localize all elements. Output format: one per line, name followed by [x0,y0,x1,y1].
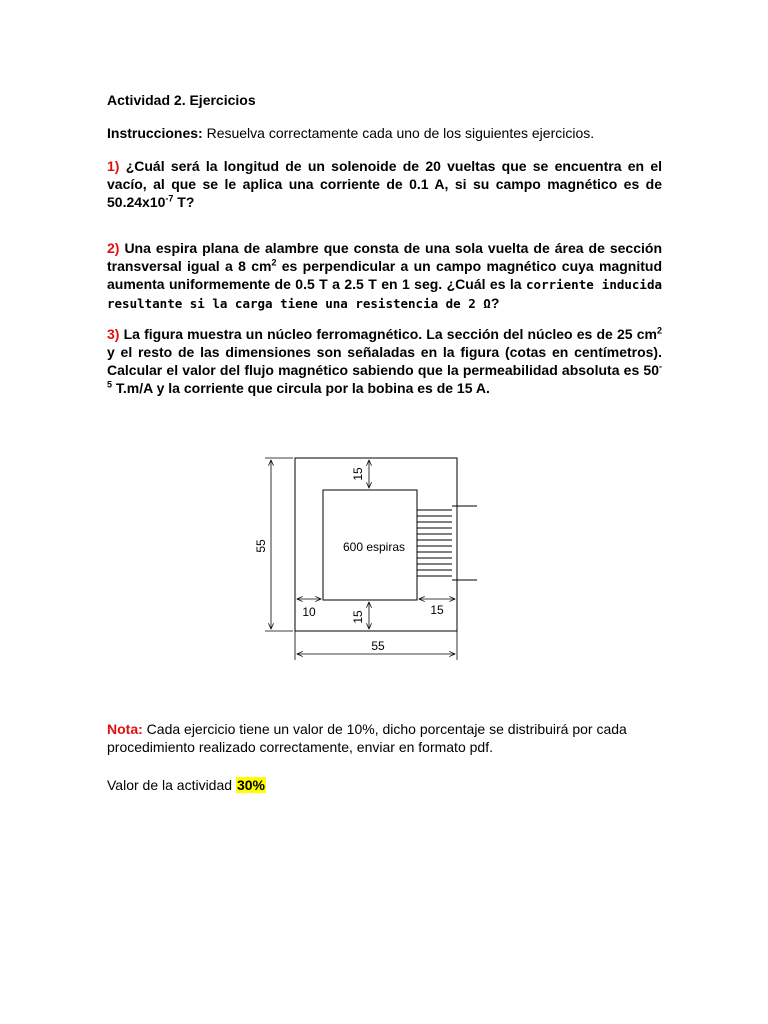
exercise-3 [107,325,662,397]
exercise-1-text-b: T? [173,194,195,210]
instructions-text: Resuelva correctamente cada uno de los siguientes ejercicios. [202,125,595,141]
instructions-label: Instrucciones: [107,125,203,141]
exercise-3-sup-1: 2 [656,325,662,336]
exercise-2-text-d: ? [490,295,500,311]
core-diagram [255,452,485,664]
dim-right-wall: 15 [430,603,444,617]
exercise-1-text-a: ¿Cuál será la longitud de un solenoide de 20 vueltas que se encuentra en el vacío, al que se le aplica una corriente de 0.1 A, si su campo magnético es de 50.24x10 [107,158,662,210]
activity-value [107,776,266,794]
instructions [107,125,662,142]
exercise-2-text-c: corriente inducida resultante si la carga tiene una resistencia de 2 Ω [107,277,663,311]
coil-windings [417,506,477,580]
note-label: Nota: [107,721,143,737]
exercise-3-text-a: La figura muestra un núcleo ferromagnético. La sección del núcleo es de 25 cm [119,326,657,342]
page-title: Actividad 2. Ejercicios [107,92,256,108]
exercise-1-number: 1) [107,158,120,174]
ferromagnetic-core-figure [255,452,485,664]
coil-label: 600 espiras [342,540,406,554]
exercise-2-text-a: Una espira plana de alambre que consta de una sola vuelta de área de sección transversal igual a 8 cm [107,240,662,274]
dim-bottom-gap: 15 [351,610,365,624]
exercise-2-number: 2) [107,240,120,256]
exercise-2 [107,239,662,313]
exercise-3-sup-2: -5 [107,361,662,390]
note [107,720,667,756]
dim-top: 15 [351,467,365,481]
exercise-1-sup: -7 [165,193,174,204]
dim-left-wall: 10 [302,605,316,619]
exercise-3-text-c: T.m/A y la corriente que circula por la bobina es de 15 A. [112,380,490,396]
document-body [107,92,662,397]
exercise-2-sup: 2 [271,257,277,268]
exercise-3-text-b: y el resto de las dimensiones son señaladas en la figura (cotas en centímetros). Calcular el valor del flujo magnético sabiendo que la permeabilidad absoluta es 50 [107,344,662,378]
dim-width: 55 [371,639,385,653]
note-text: Cada ejercicio tiene un valor de 10%, dicho porcentaje se distribuirá por cada procedimiento realizado correctamente, enviar en formato pdf. [107,721,627,755]
dim-left-height: 55 [254,539,268,553]
activity-value-percent: 30% [236,777,265,793]
exercise-1 [107,157,662,211]
exercise-2-text-b: es perpendicular a un campo magnético cuya magnitud aumenta uniformemente de 0.5 T a 2.5 T en 1 seg. ¿Cuál es la [107,258,662,292]
exercise-3-number: 3) [107,326,120,342]
activity-value-label: Valor de la actividad [107,777,236,793]
